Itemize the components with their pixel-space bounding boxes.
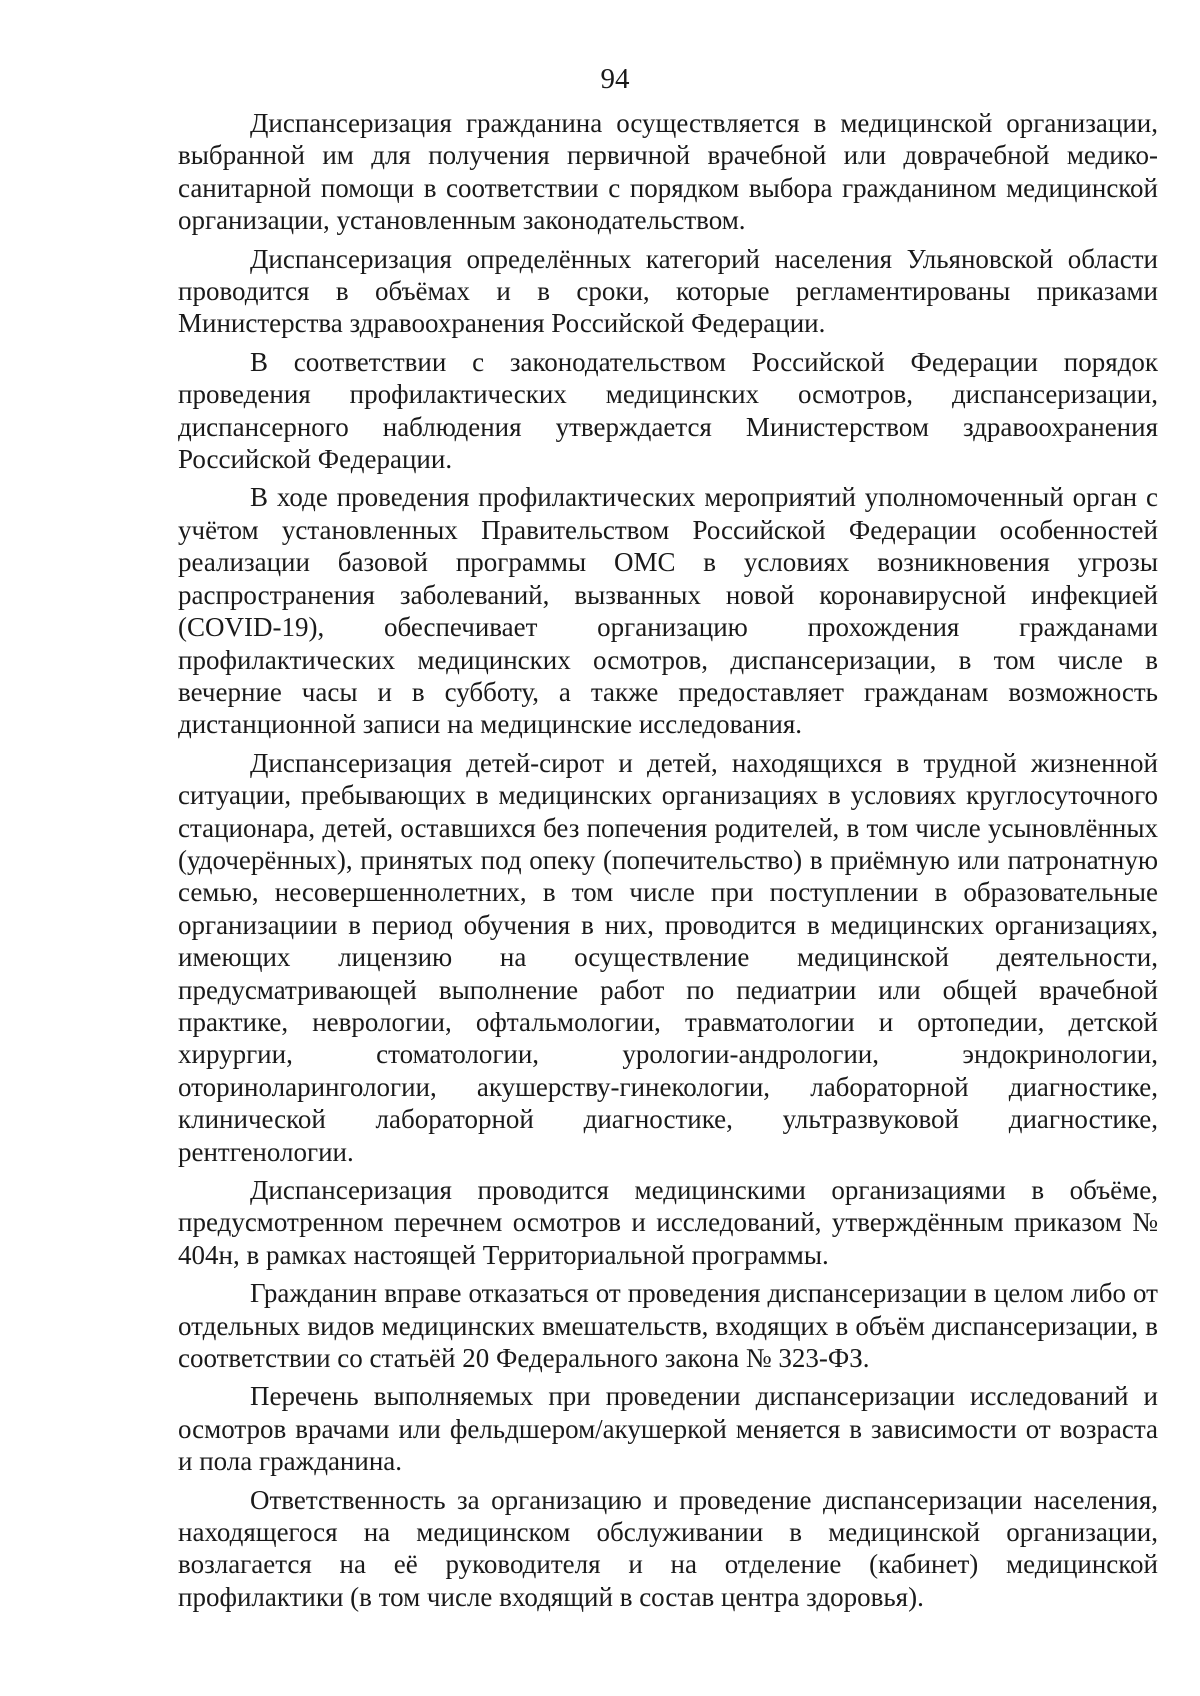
paragraph-4: В ходе проведения профилактических мероприятий уполномоченный орган с учётом установленных Правительством Российской Федерации особенностей реализации базовой программы ОМС в условиях возникновения угрозы распространения заболеваний, вызванных новой коронавирусной инфекцией (COVID-19), обеспечивает организацию прохождения гражданами профилактических медицинских осмотров, диспансеризации, в том числе в вечерние часы и в субботу, а также предоставляет гражданам возможность дистанционной записи на медицинские исследования. [178, 482, 1158, 740]
paragraph-2: Диспансеризация определённых категорий населения Ульяновской области проводится в объёмах и в сроки, которые регламентированы приказами Министерства здравоохранения Российской Федерации. [178, 243, 1158, 339]
paragraph-5: Диспансеризация детей-сирот и детей, находящихся в трудной жизненной ситуации, пребывающих в медицинских организациях в условиях круглосуточного стационара, детей, оставшихся без попечения родителей, в том числе усыновлённых (удочерённых), принятых под опеку (попечительство) в приёмную или патронатную семью, несовершеннолетних, в том числе при поступлении в образовательные организациии в период обучения в них, проводится в медицинских организациях, имеющих лицензию на осуществление медицинской деятельности, предусматривающей выполнение работ по педиатрии или общей врачебной практике, неврологии, офтальмологии, травматологии и ортопедии, детской хирургии, стоматологии, урологии-андрологии, эндокринологии, оториноларингологии, акушерству-гинекологии, лабораторной диагностике, клинической лабораторной диагностике, ультразвуковой диагностике, рентгенологии. [178, 747, 1158, 1167]
paragraph-9: Ответственность за организацию и проведение диспансеризации населения, находящегося на медицинском обслуживании в медицинской организации, возлагается на её руководителя и на отделение (кабинет) медицинской профилактики (в том числе входящий в состав центра здоровья). [178, 1484, 1158, 1612]
document-body [178, 107, 1158, 1619]
paragraph-6: Диспансеризация проводится медицинскими организациями в объёме, предусмотренном перечнем осмотров и исследований, утверждённым приказом № 404н, в рамках настоящей Территориальной программы. [178, 1175, 1158, 1270]
paragraph-8: Перечень выполняемых при проведении диспансеризации исследований и осмотров врачами или фельдшером/акушеркой меняется в зависимости от возраста и пола гражданина. [178, 1381, 1158, 1477]
paragraph-1: Диспансеризация гражданина осуществляется в медицинской организации, выбранной им для получения первичной врачебной или доврачебной медико-санитарной помощи в соответствии с порядком выбора гражданином медицинской организации, установленным законодательством. [178, 108, 1158, 236]
page-number: 94 [600, 63, 630, 95]
paragraph-3: В соответствии с законодательством Российской Федерации порядок проведения профилактических медицинских осмотров, диспансеризации, диспансерного наблюдения утверждается Министерством здравоохранения Российской Федерации. [178, 346, 1158, 475]
paragraph-7: Гражданин вправе отказаться от проведения диспансеризации в целом либо от отдельных видов медицинских вмешательств, входящих в объём диспансеризации, в соответствии со статьёй 20 Федерального закона № 323-ФЗ. [178, 1278, 1158, 1374]
